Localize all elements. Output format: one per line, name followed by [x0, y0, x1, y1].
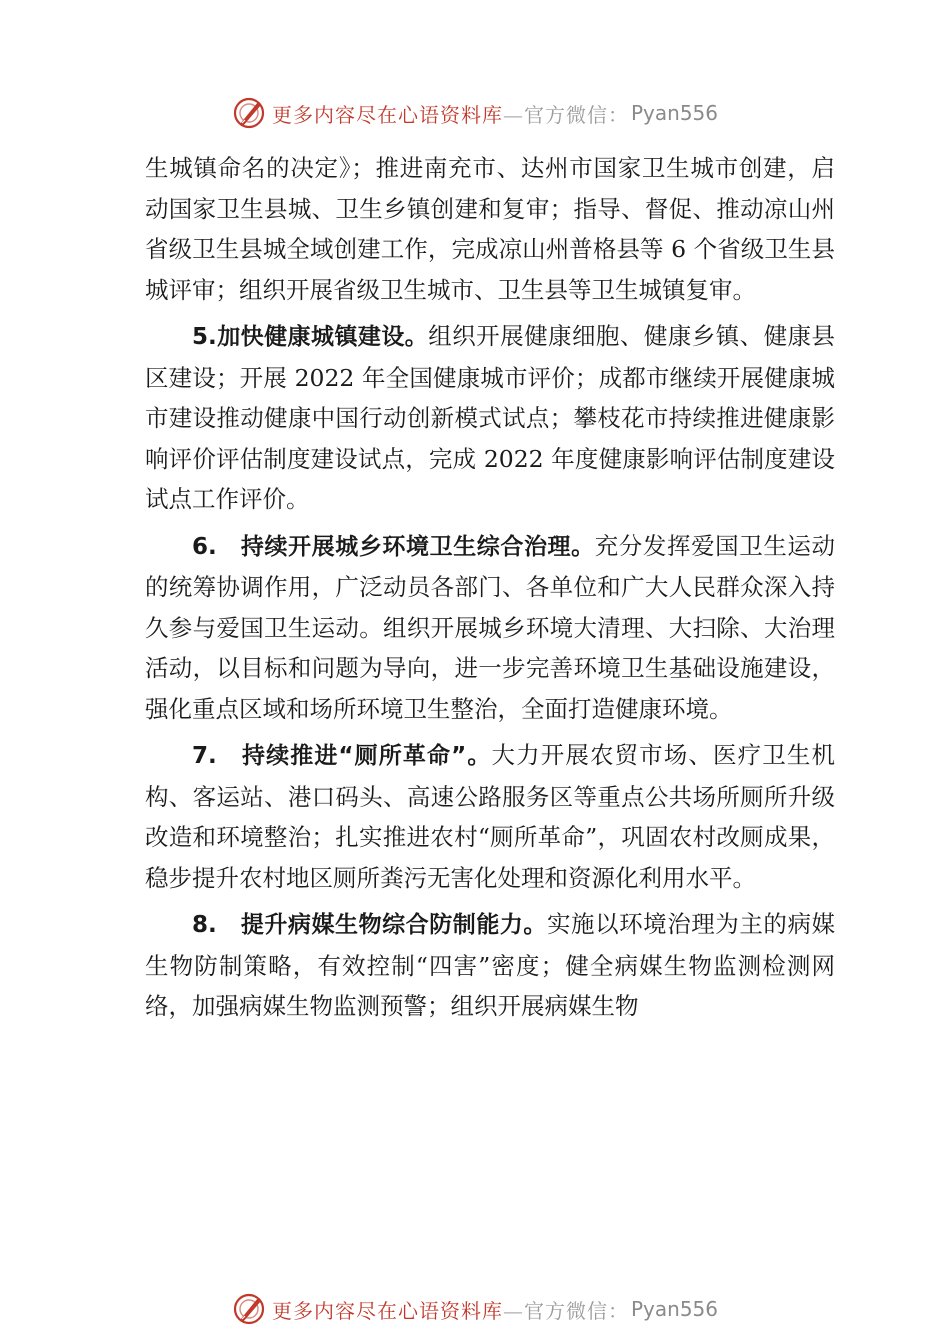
- paragraph-heading: 7. 持续推进“厕所革命”。: [192, 743, 492, 769]
- paragraph-heading: 5.加快健康城镇建设。: [192, 324, 429, 350]
- watermark-text: 更多内容尽在心语资料库—官方微信：: [271, 102, 629, 127]
- paragraph-body: 生城镇命名的决定》；推进南充市、达州市国家卫生城市创建，启动国家卫生县城、卫生乡镇创建和复审；指导、督促、推动凉山州省级卫生县城全域创建工作，完成凉山州普格县等 6 个省级卫生县城评审；组织开展省级卫生城市、卫生县等卫生城镇复审。: [145, 154, 835, 304]
- paragraph-heading: 6. 持续开展城乡环境卫生综合治理。: [192, 533, 595, 560]
- watermark-wechat-id: Pyan556: [630, 1297, 718, 1321]
- paragraph-item-5: [145, 316, 835, 520]
- quill-pen-logo-icon: [232, 96, 266, 130]
- paragraph-item-7: [145, 735, 835, 898]
- watermark-wechat-id: Pyan556: [630, 101, 718, 125]
- paragraph-heading: 8. 提升病媒生物综合防制能力。: [192, 912, 547, 938]
- header-watermark: [0, 93, 950, 133]
- quill-pen-logo-icon: [232, 1292, 266, 1326]
- paragraph-item-8: [145, 904, 835, 1027]
- paragraph-body: 充分发挥爱国卫生运动的统筹协调作用，广泛动员各部门、各单位和广大人民群众深入持久参与爱国卫生运动。组织开展城乡环境大清理、大扫除、大治理活动，以目标和问题为导向，进一步完善环境卫生基础设施建设，强化重点区域和场所环境卫生整治，全面打造健康环境。: [145, 531, 835, 723]
- paragraph-item-6: [145, 526, 835, 730]
- paragraph-body: 组织开展健康细胞、健康乡镇、健康县区建设；开展 2022 年全国健康城市评价；成都市继续开展健康城市建设推动健康中国行动创新模式试点；攀枝花市持续推进健康影响评价评估制度建设试点，完成 2022 年度健康影响评估制度建设试点工作评价。: [145, 322, 835, 513]
- paragraph-body: 大力开展农贸市场、医疗卫生机构、客运站、港口码头、高速公路服务区等重点公共场所厕所升级改造和环境整治；扎实推进农村“厕所革命”，巩固农村改厕成果，稳步提升农村地区厕所粪污无害化处理和资源化利用水平。: [145, 741, 835, 892]
- paragraph-continuation: [145, 148, 835, 310]
- document-body: [145, 148, 835, 1033]
- paragraph-body: 实施以环境治理为主的病媒生物防制策略，有效控制“四害”密度；健全病媒生物监测检测网络，加强病媒生物监测预警；组织开展病媒生物: [145, 910, 835, 1020]
- footer-watermark: [0, 1289, 950, 1329]
- watermark-text: 更多内容尽在心语资料库—官方微信：: [271, 1298, 629, 1323]
